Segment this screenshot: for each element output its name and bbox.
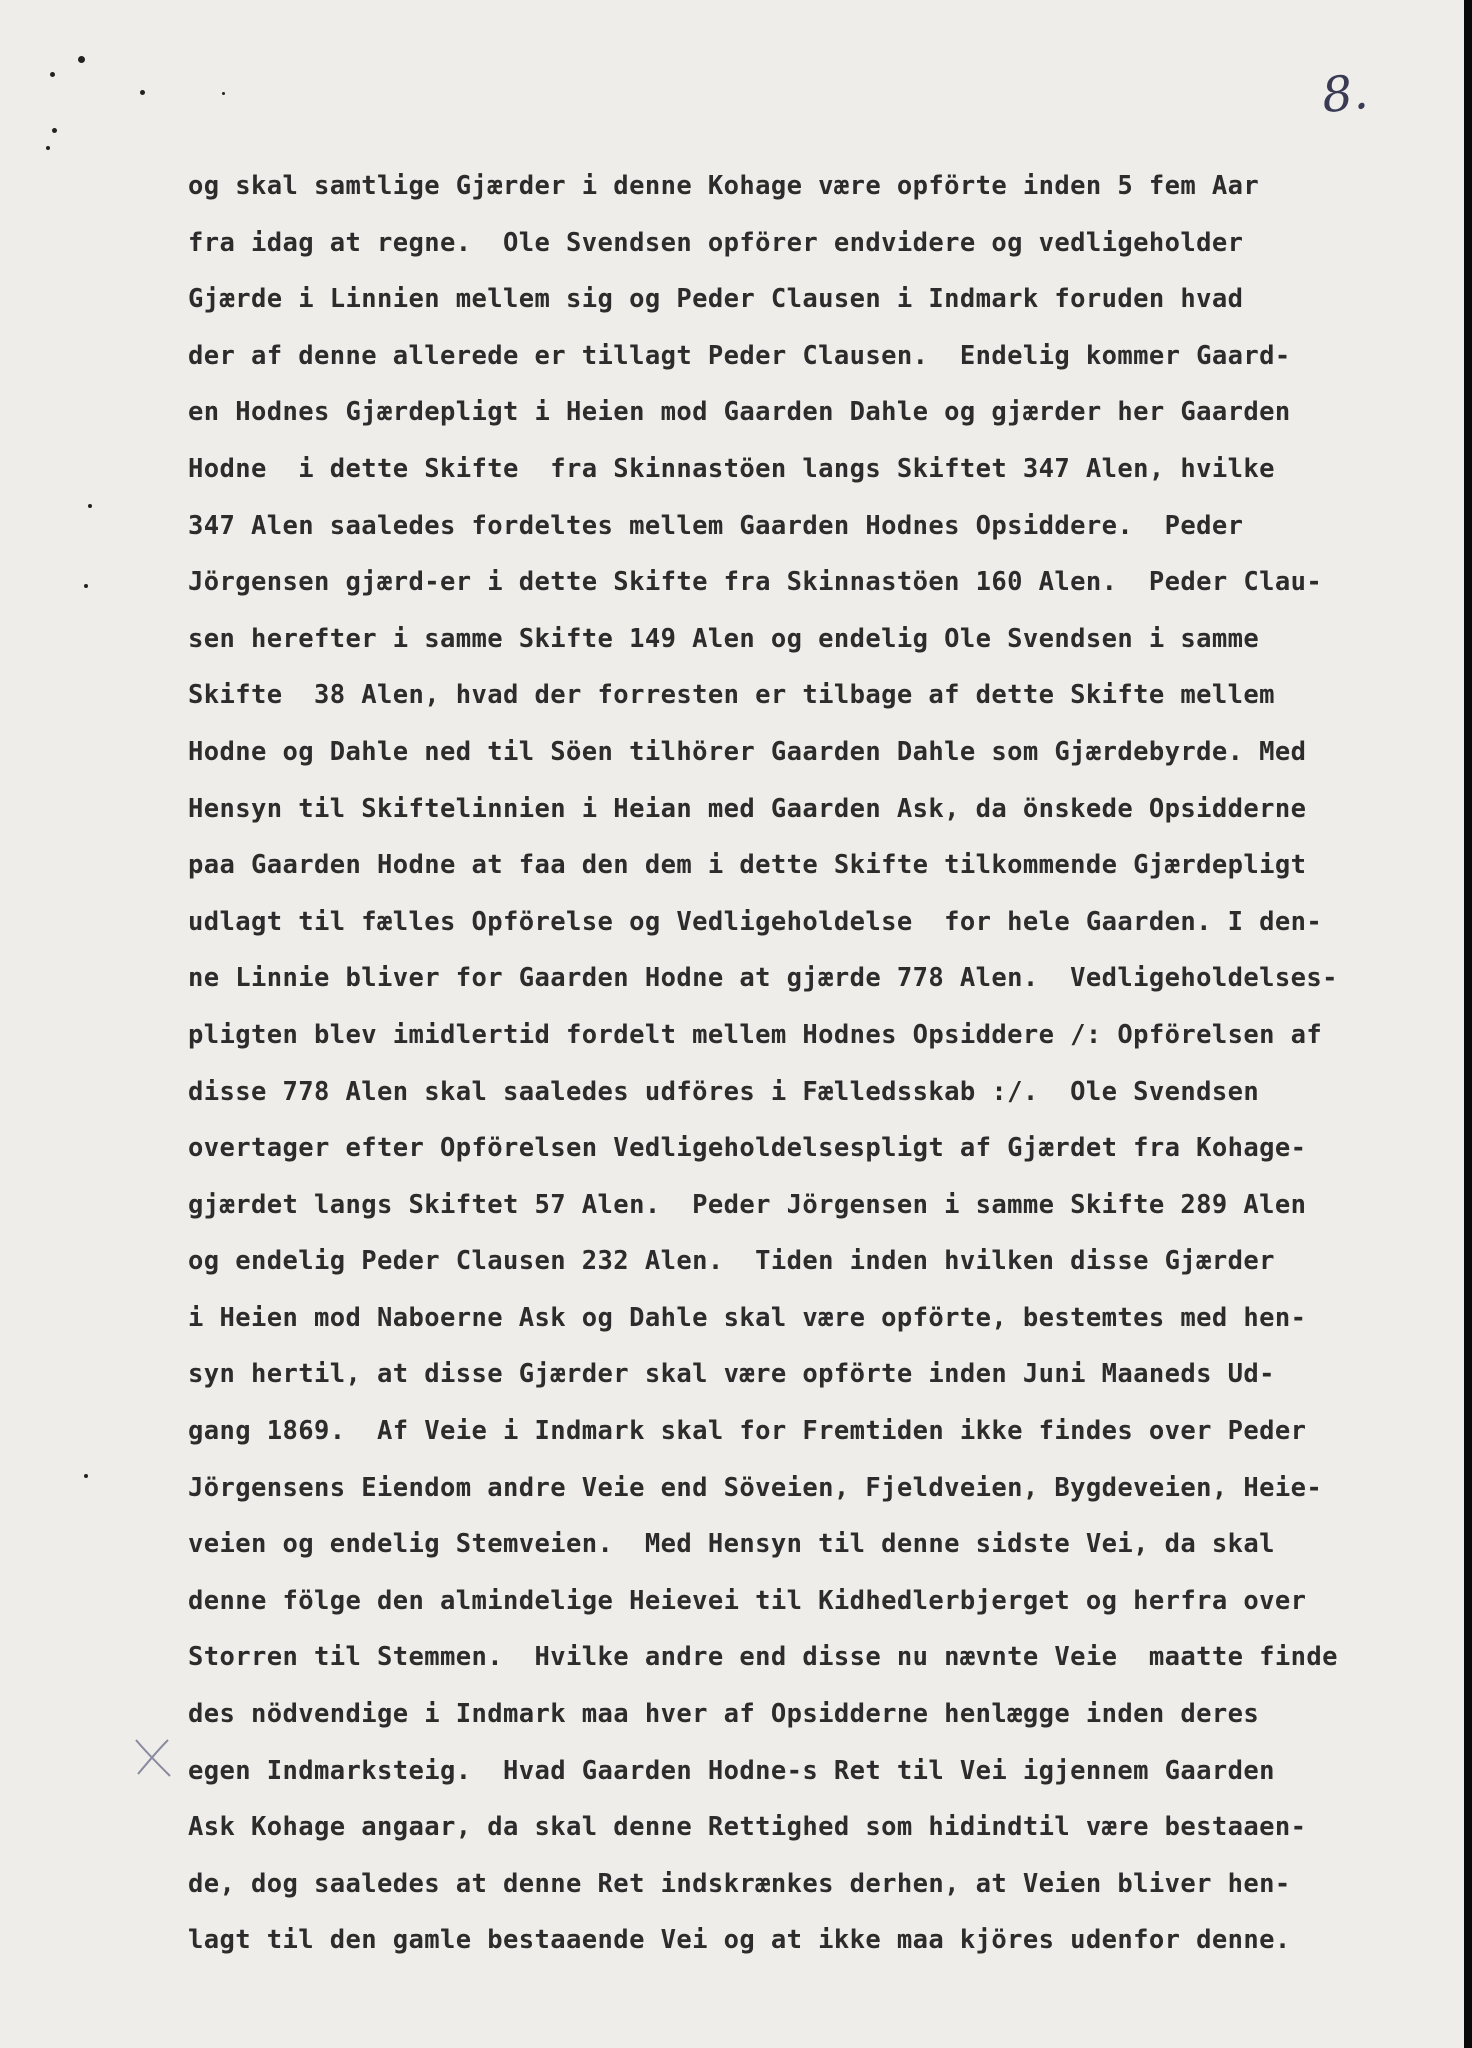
- margin-speck: [50, 72, 55, 77]
- text-line: Jörgensen gjærd-er i dette Skifte fra Skinnastöen 160 Alen. Peder Clau-: [188, 567, 1323, 598]
- text-line: Hodne i dette Skifte fra Skinnastöen langs Skiftet 347 Alen, hvilke: [188, 453, 1275, 484]
- text-line: udlagt til fælles Opförelse og Vedligeholdelse for hele Gaarden. I den-: [188, 906, 1323, 937]
- typed-text-body: [188, 158, 1418, 1969]
- text-line: gang 1869. Af Veie i Indmark skal for Fremtiden ikke findes over Peder: [188, 1416, 1307, 1447]
- text-line: i Heien mod Naboerne Ask og Dahle skal være opförte, bestemtes med hen-: [188, 1302, 1307, 1333]
- text-line: de, dog saaledes at denne Ret indskrænkes derhen, at Veien bliver hen-: [188, 1868, 1291, 1899]
- margin-speck: [84, 1474, 88, 1478]
- margin-speck: [88, 504, 92, 508]
- margin-speck: [84, 584, 88, 588]
- text-line: lagt til den gamle bestaaende Vei og at ikke maa kjöres udenfor denne.: [188, 1925, 1291, 1956]
- text-line: egen Indmarksteig. Hvad Gaarden Hodne-s Ret til Vei igjennem Gaarden: [188, 1755, 1275, 1786]
- text-line: Storren til Stemmen. Hvilke andre end disse nu nævnte Veie maatte finde: [188, 1642, 1338, 1673]
- page-number: 8.: [1319, 63, 1371, 125]
- text-line: denne fölge den almindelige Heievei til Kidhedlerbjerget og herfra over: [188, 1585, 1307, 1616]
- scan-border: [1464, 0, 1472, 2048]
- text-line: og skal samtlige Gjærder i denne Kohage være opförte inden 5 fem Aar: [188, 171, 1260, 201]
- text-line: sen herefter i samme Skifte 149 Alen og endelig Ole Svendsen i samme: [188, 623, 1260, 654]
- handwritten-x-mark: [132, 1736, 174, 1778]
- text-line: paa Gaarden Hodne at faa den dem i dette Skifte tilkommende Gjærdepligt: [188, 850, 1307, 881]
- margin-speck: [52, 128, 57, 133]
- text-line: 347 Alen saaledes fordeltes mellem Gaarden Hodnes Opsiddere. Peder: [188, 510, 1244, 541]
- text-line: Hodne og Dahle ned til Söen tilhörer Gaarden Dahle som Gjærdebyrde. Med: [188, 736, 1307, 767]
- margin-speck: [222, 92, 225, 95]
- margin-speck: [140, 90, 145, 95]
- text-line: en Hodnes Gjærdepligt i Heien mod Gaarden Dahle og gjærder her Gaarden: [188, 397, 1291, 428]
- text-line: syn hertil, at disse Gjærder skal være opförte inden Juni Maaneds Ud-: [188, 1359, 1275, 1390]
- text-line: disse 778 Alen skal saaledes udföres i Fælledsskab :/. Ole Svendsen: [188, 1076, 1260, 1107]
- text-line: fra idag at regne. Ole Svendsen opförer endvidere og vedligeholder: [188, 227, 1244, 258]
- text-line: Skifte 38 Alen, hvad der forresten er tilbage af dette Skifte mellem: [188, 680, 1275, 711]
- margin-speck: [46, 146, 50, 150]
- text-line: des nödvendige i Indmark maa hver af Opsidderne henlægge inden deres: [188, 1699, 1260, 1730]
- text-line: Gjærde i Linnien mellem sig og Peder Clausen i Indmark foruden hvad: [188, 284, 1244, 315]
- margin-speck: [78, 56, 85, 63]
- text-line: og endelig Peder Clausen 232 Alen. Tiden inden hvilken disse Gjærder: [188, 1246, 1275, 1277]
- text-line: Jörgensens Eiendom andre Veie end Söveien, Fjeldveien, Bygdeveien, Heie-: [188, 1472, 1323, 1503]
- text-line: Hensyn til Skiftelinnien i Heian med Gaarden Ask, da önskede Opsidderne: [188, 793, 1307, 824]
- text-line: der af denne allerede er tillagt Peder Clausen. Endelig kommer Gaard-: [188, 340, 1291, 371]
- text-line: gjærdet langs Skiftet 57 Alen. Peder Jörgensen i samme Skifte 289 Alen: [188, 1189, 1307, 1220]
- text-line: ne Linnie bliver for Gaarden Hodne at gjærde 778 Alen. Vedligeholdelses-: [188, 963, 1338, 994]
- text-line: veien og endelig Stemveien. Med Hensyn til denne sidste Vei, da skal: [188, 1529, 1275, 1560]
- text-line: pligten blev imidlertid fordelt mellem Hodnes Opsiddere /: Opförelsen af: [188, 1019, 1323, 1050]
- text-line: Ask Kohage angaar, da skal denne Rettighed som hidindtil være bestaaen-: [188, 1812, 1307, 1843]
- text-line: overtager efter Opförelsen Vedligeholdelsespligt af Gjærdet fra Kohage-: [188, 1133, 1307, 1164]
